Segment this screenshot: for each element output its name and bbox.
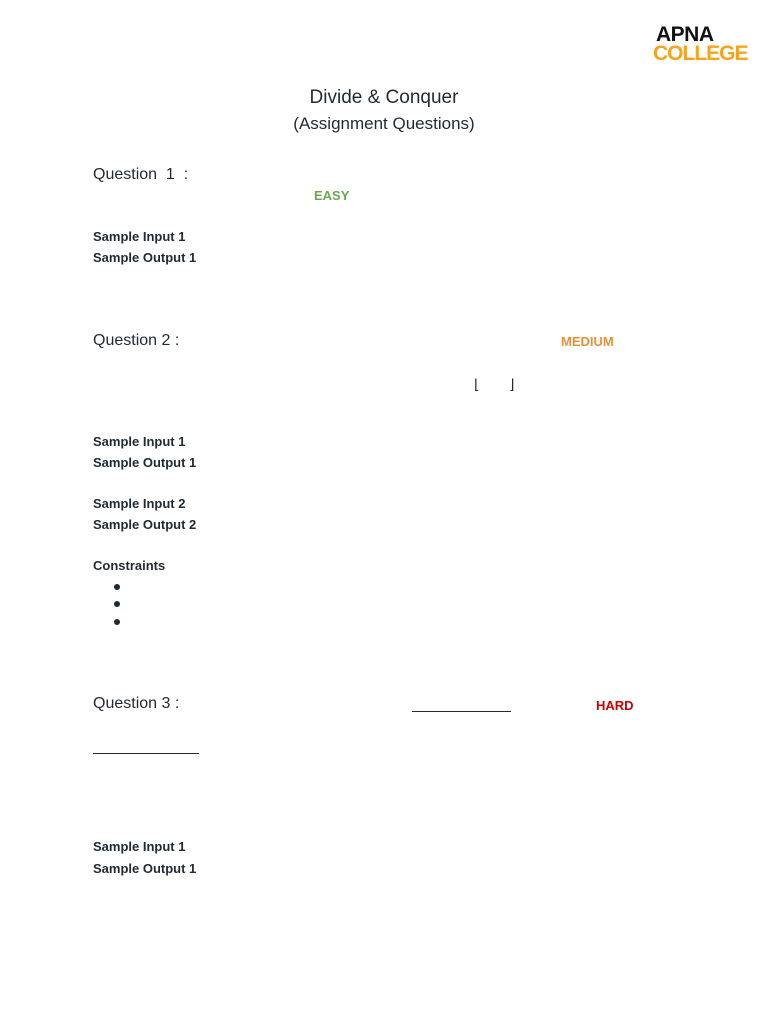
page-subtitle: (Assignment Questions) xyxy=(293,114,475,133)
underline-rule xyxy=(412,711,511,712)
apna-college-logo xyxy=(652,24,748,68)
page-title: Divide & Conquer xyxy=(309,87,459,108)
floor-bracket-right: ⌋ xyxy=(509,376,515,392)
question-2-constraints-label: Constraints xyxy=(93,558,166,573)
question-2-sample-output-1-label: Sample Output 1 xyxy=(93,455,197,470)
logo-text-apna: APNA xyxy=(656,23,714,46)
floor-bracket-left: ⌊ xyxy=(474,376,480,392)
question-2-sample-output-2-label: Sample Output 2 xyxy=(93,517,197,532)
question-2-sample-input-1-label: Sample Input 1 xyxy=(93,434,186,449)
question-1-heading: Question 1 : xyxy=(93,166,189,183)
constraint-bullet xyxy=(114,584,120,590)
underline-rule xyxy=(93,753,199,754)
question-1-sample-output-1-label: Sample Output 1 xyxy=(93,250,197,265)
constraint-bullet xyxy=(114,619,120,625)
question-3-sample-input-1-label: Sample Input 1 xyxy=(93,839,186,854)
question-2-heading: Question 2 : xyxy=(93,332,180,349)
question-2-sample-input-2-label: Sample Input 2 xyxy=(93,496,186,511)
question-3-difficulty-badge: HARD xyxy=(596,698,634,713)
constraint-bullet xyxy=(114,601,120,607)
question-2-difficulty-badge: MEDIUM xyxy=(561,334,614,349)
question-3-sample-output-1-label: Sample Output 1 xyxy=(93,861,197,876)
question-3-heading: Question 3 : xyxy=(93,695,180,712)
question-1-sample-input-1-label: Sample Input 1 xyxy=(93,229,186,244)
logo-text-college: COLLEGE xyxy=(653,42,748,65)
question-1-difficulty-badge: EASY xyxy=(314,188,350,203)
